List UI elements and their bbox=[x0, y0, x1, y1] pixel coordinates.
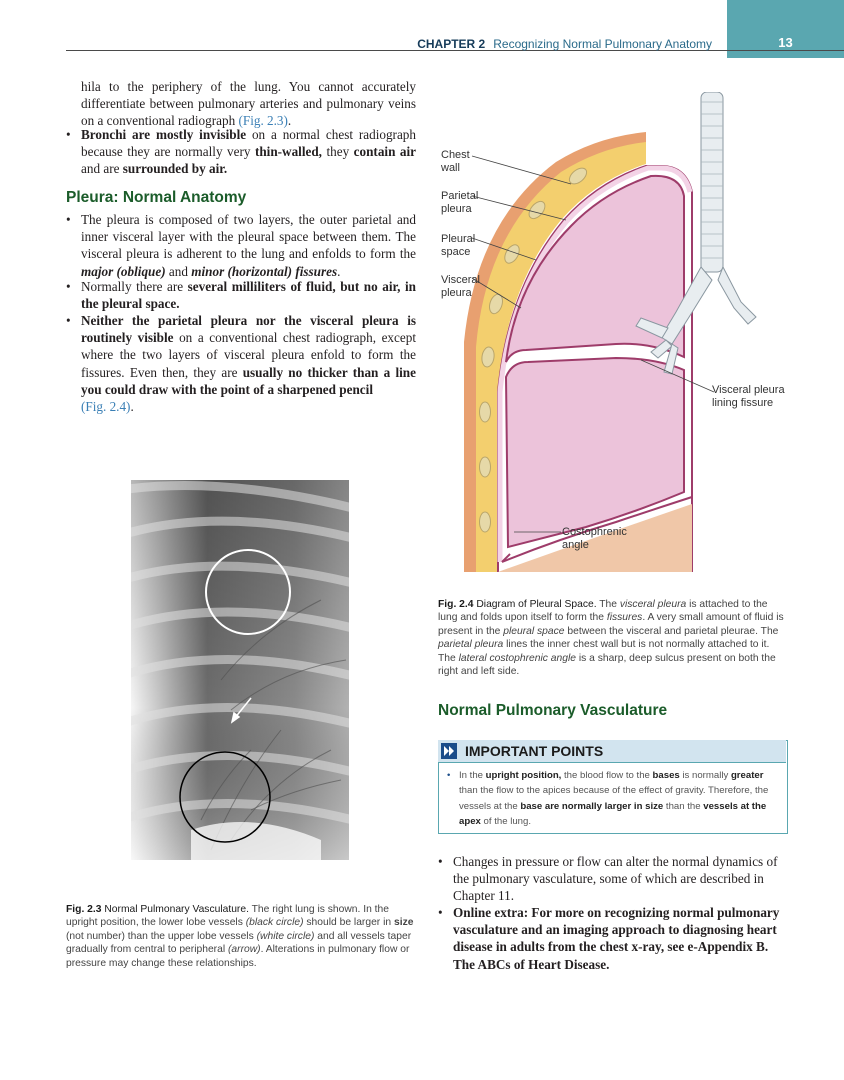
chest-xray-image bbox=[131, 480, 349, 860]
label-costophrenic-angle: Costophrenic angle bbox=[562, 526, 627, 551]
label-fissure: Visceral pleura lining fissure bbox=[712, 384, 785, 409]
important-points-text: • In the upright position, the blood flow to the bases is normally greater than the flow to the apices because of the effect of gravity. Therefore, the vessels at the base are normally larger in size than the vessels at the apex of the lung. bbox=[447, 770, 769, 828]
fig-ref[interactable]: (Fig. 2.3) bbox=[238, 113, 288, 129]
label-chest-wall: Chest wall bbox=[441, 149, 470, 174]
pleural-space-diagram bbox=[436, 92, 796, 572]
page-number: 13 bbox=[778, 35, 793, 50]
fig-2-4-caption: Fig. 2.4 Diagram of Pleural Space. The visceral pleura is attached to the lung and folds upon itself to form the fissures. A very small amount of fluid is present in the pleural space between the visceral and parietal pleurae. The parietal pleura lines the inner chest wall but is not normally attached to it. The lateral costophrenic angle is a sharp, deep sulcus present on both the right and left side. bbox=[438, 599, 784, 678]
continued-paragraph: hila to the periphery of the lung. You cannot accurately differentiate between pulmonary arteries and pulmonary veins on a conventional radiograph (Fig. 2.3). bbox=[81, 79, 416, 129]
vasculature-section-heading: Normal Pulmonary Vasculature bbox=[438, 702, 668, 719]
pleura-bullet-1: • The pleura is composed of two layers, the outer parietal and inner visceral layer with the pleural space between them. The visceral pleura is adherent to the lung and enfolds to form the major (oblique) and minor (horizontal) fissures. bbox=[66, 212, 416, 279]
label-visceral-pleura: Visceral pleura bbox=[441, 274, 480, 299]
pleura-bullet-2: • Normally there are several milliliters of fluid, but no air, in the pleural space. bbox=[66, 279, 416, 312]
pleura-section-heading: Pleura: Normal Anatomy bbox=[66, 189, 247, 206]
vasculature-bullet-1: • Changes in pressure or flow can alter the normal dynamics of the pulmonary vasculature, some of which are described in Chapter 11. bbox=[438, 854, 778, 904]
vasculature-bullet-2: • Online extra: For more on recognizing normal pulmonary vasculature and an imaging approach to diagnosing heart disease in adults from the chest x-ray, see e-Appendix B. The ABCs of Heart Disease. bbox=[438, 905, 780, 972]
double-chevron-icon bbox=[441, 743, 457, 759]
important-points-title: IMPORTANT POINTS bbox=[465, 743, 604, 759]
pleura-bullet-3: • Neither the parietal pleura nor the visceral pleura is routinely visible on a conventional chest radiograph, except where the two layers of visceral pleura enfold to form the fissures. Even then, they are usually no thicker than a line you could draw with the point of a sharpened pencil (Fig. 2.4). bbox=[66, 313, 416, 415]
running-header bbox=[300, 37, 712, 51]
chapter-label: CHAPTER 2 bbox=[417, 37, 486, 51]
label-pleural-space: Pleural space bbox=[441, 233, 476, 258]
fig-ref[interactable]: (Fig. 2.4) bbox=[81, 399, 131, 415]
bronchi-bullet: • Bronchi are mostly invisible on a normal chest radiograph because they are normally very thin-walled, they contain air and are surrounded by air. bbox=[66, 127, 416, 177]
chapter-title: Recognizing Normal Pulmonary Anatomy bbox=[493, 37, 712, 51]
fig-2-3-caption: Fig. 2.3 Normal Pulmonary Vasculature. The right lung is shown. In the upright position, the lower lobe vessels (black circle) should be larger in size (not number) than the upper lobe vessels (white circle) and all vessels taper gradually from central to peripheral (arrow). Alterations in pulmonary flow or pressure may change these relationships. bbox=[66, 904, 414, 969]
label-parietal-pleura: Parietal pleura bbox=[441, 190, 479, 215]
